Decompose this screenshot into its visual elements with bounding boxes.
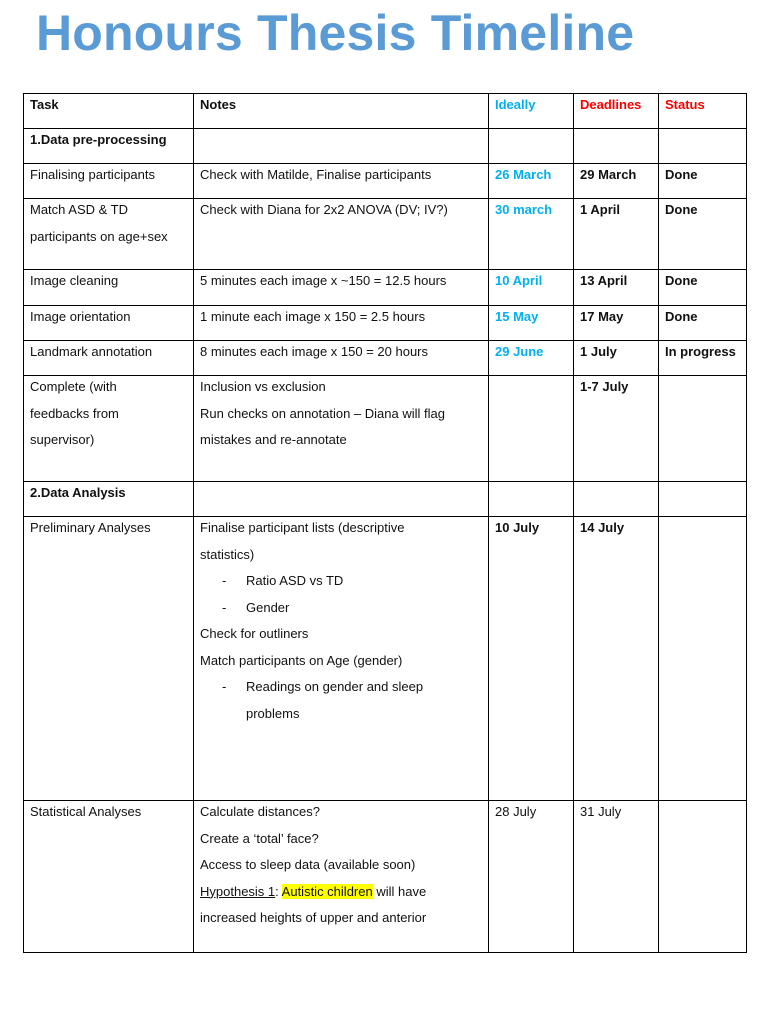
section-title-analysis: 2.Data Analysis [24, 482, 194, 517]
status-cell: Done [659, 164, 747, 199]
notes-cell: Inclusion vs exclusion Run checks on annotation – Diana will flag mistakes and re-annotate [194, 376, 489, 482]
header-ideally: Ideally [489, 94, 574, 129]
deadline-cell: 13 April [574, 270, 659, 306]
bullet-text: Ratio ASD vs TD [246, 573, 344, 588]
notes-cell: Check with Matilde, Finalise participants [194, 164, 489, 199]
ideally-cell: 15 May [489, 306, 574, 341]
table-row [24, 199, 747, 270]
task-cell: Finalising participants [24, 164, 194, 199]
task-cell: Complete (with feedbacks from supervisor) [24, 376, 194, 482]
ideally-cell [489, 376, 574, 482]
ideally-cell: 30 march [489, 199, 574, 270]
deadline-cell: 1 July [574, 341, 659, 376]
hypothesis-label: Hypothesis 1 [200, 883, 276, 899]
bullet-dash: - [222, 599, 227, 615]
status-cell: Done [659, 306, 747, 341]
deadline-cell: 1-7 July [574, 376, 659, 482]
bullet-dash: - [222, 679, 227, 694]
header-deadlines: Deadlines [574, 94, 659, 129]
hypothesis-colon: : [275, 883, 282, 899]
header-status: Status [659, 94, 747, 129]
table-row [24, 517, 747, 801]
bullet-dash: - [222, 573, 227, 588]
deadline-cell: 1 April [574, 199, 659, 270]
highlighted-text: Autistic children [281, 883, 373, 899]
status-cell: Done [659, 270, 747, 306]
table-row [24, 801, 747, 953]
notes-cell: 5 minutes each image x ~150 = 12.5 hours [194, 270, 489, 306]
task-cell: Image cleaning [24, 270, 194, 306]
table-row [24, 376, 747, 482]
task-cell: Statistical Analyses [24, 801, 194, 953]
status-cell: In progress [659, 341, 747, 376]
deadline-cell: 29 March [574, 164, 659, 199]
bullet-text: Gender [246, 599, 290, 615]
hypothesis-rest: will have [372, 883, 427, 899]
task-cell: Landmark annotation [24, 341, 194, 376]
deadline-cell: 14 July [574, 517, 659, 801]
timeline-table [23, 93, 747, 953]
header-notes: Notes [194, 94, 489, 129]
header-task: Task [24, 94, 194, 129]
task-cell: Match ASD & TD participants on age+sex [24, 199, 194, 270]
notes-cell: Check with Diana for 2x2 ANOVA (DV; IV?) [194, 199, 489, 270]
bullet-text: Readings on gender and sleep [246, 679, 424, 694]
deadline-cell: 31 July [574, 801, 659, 953]
status-cell [659, 376, 747, 482]
section-title-preprocessing: 1.Data pre-processing [24, 129, 194, 164]
ideally-cell: 10 April [489, 270, 574, 306]
task-cell: Image orientation [24, 306, 194, 341]
deadline-cell: 17 May [574, 306, 659, 341]
ideally-cell: 28 July [489, 801, 574, 953]
hypothesis-line [200, 874, 482, 910]
status-cell: Done [659, 199, 747, 270]
task-cell: Preliminary Analyses [24, 517, 194, 801]
notes-cell: 8 minutes each image x 150 = 20 hours [194, 341, 489, 376]
status-cell [659, 517, 747, 801]
status-cell [659, 801, 747, 953]
notes-cell: 1 minute each image x 150 = 2.5 hours [194, 306, 489, 341]
ideally-cell: 10 July [489, 517, 574, 801]
ideally-cell: 29 June [489, 341, 574, 376]
ideally-cell: 26 March [489, 164, 574, 199]
notes-cell: Calculate distances? Create a ‘total’ face? Access to sleep data (available soon) Hypothesis 1: Autistic children will have increased heights of upper and anterior [194, 801, 489, 953]
page-title: Honours Thesis Timeline [36, 5, 635, 61]
notes-cell: Finalise participant lists (descriptive statistics) - Ratio ASD vs TD - Gender Check for outliners Match participants on Age (gender) - Readings on gender and sleep problems [194, 517, 489, 801]
